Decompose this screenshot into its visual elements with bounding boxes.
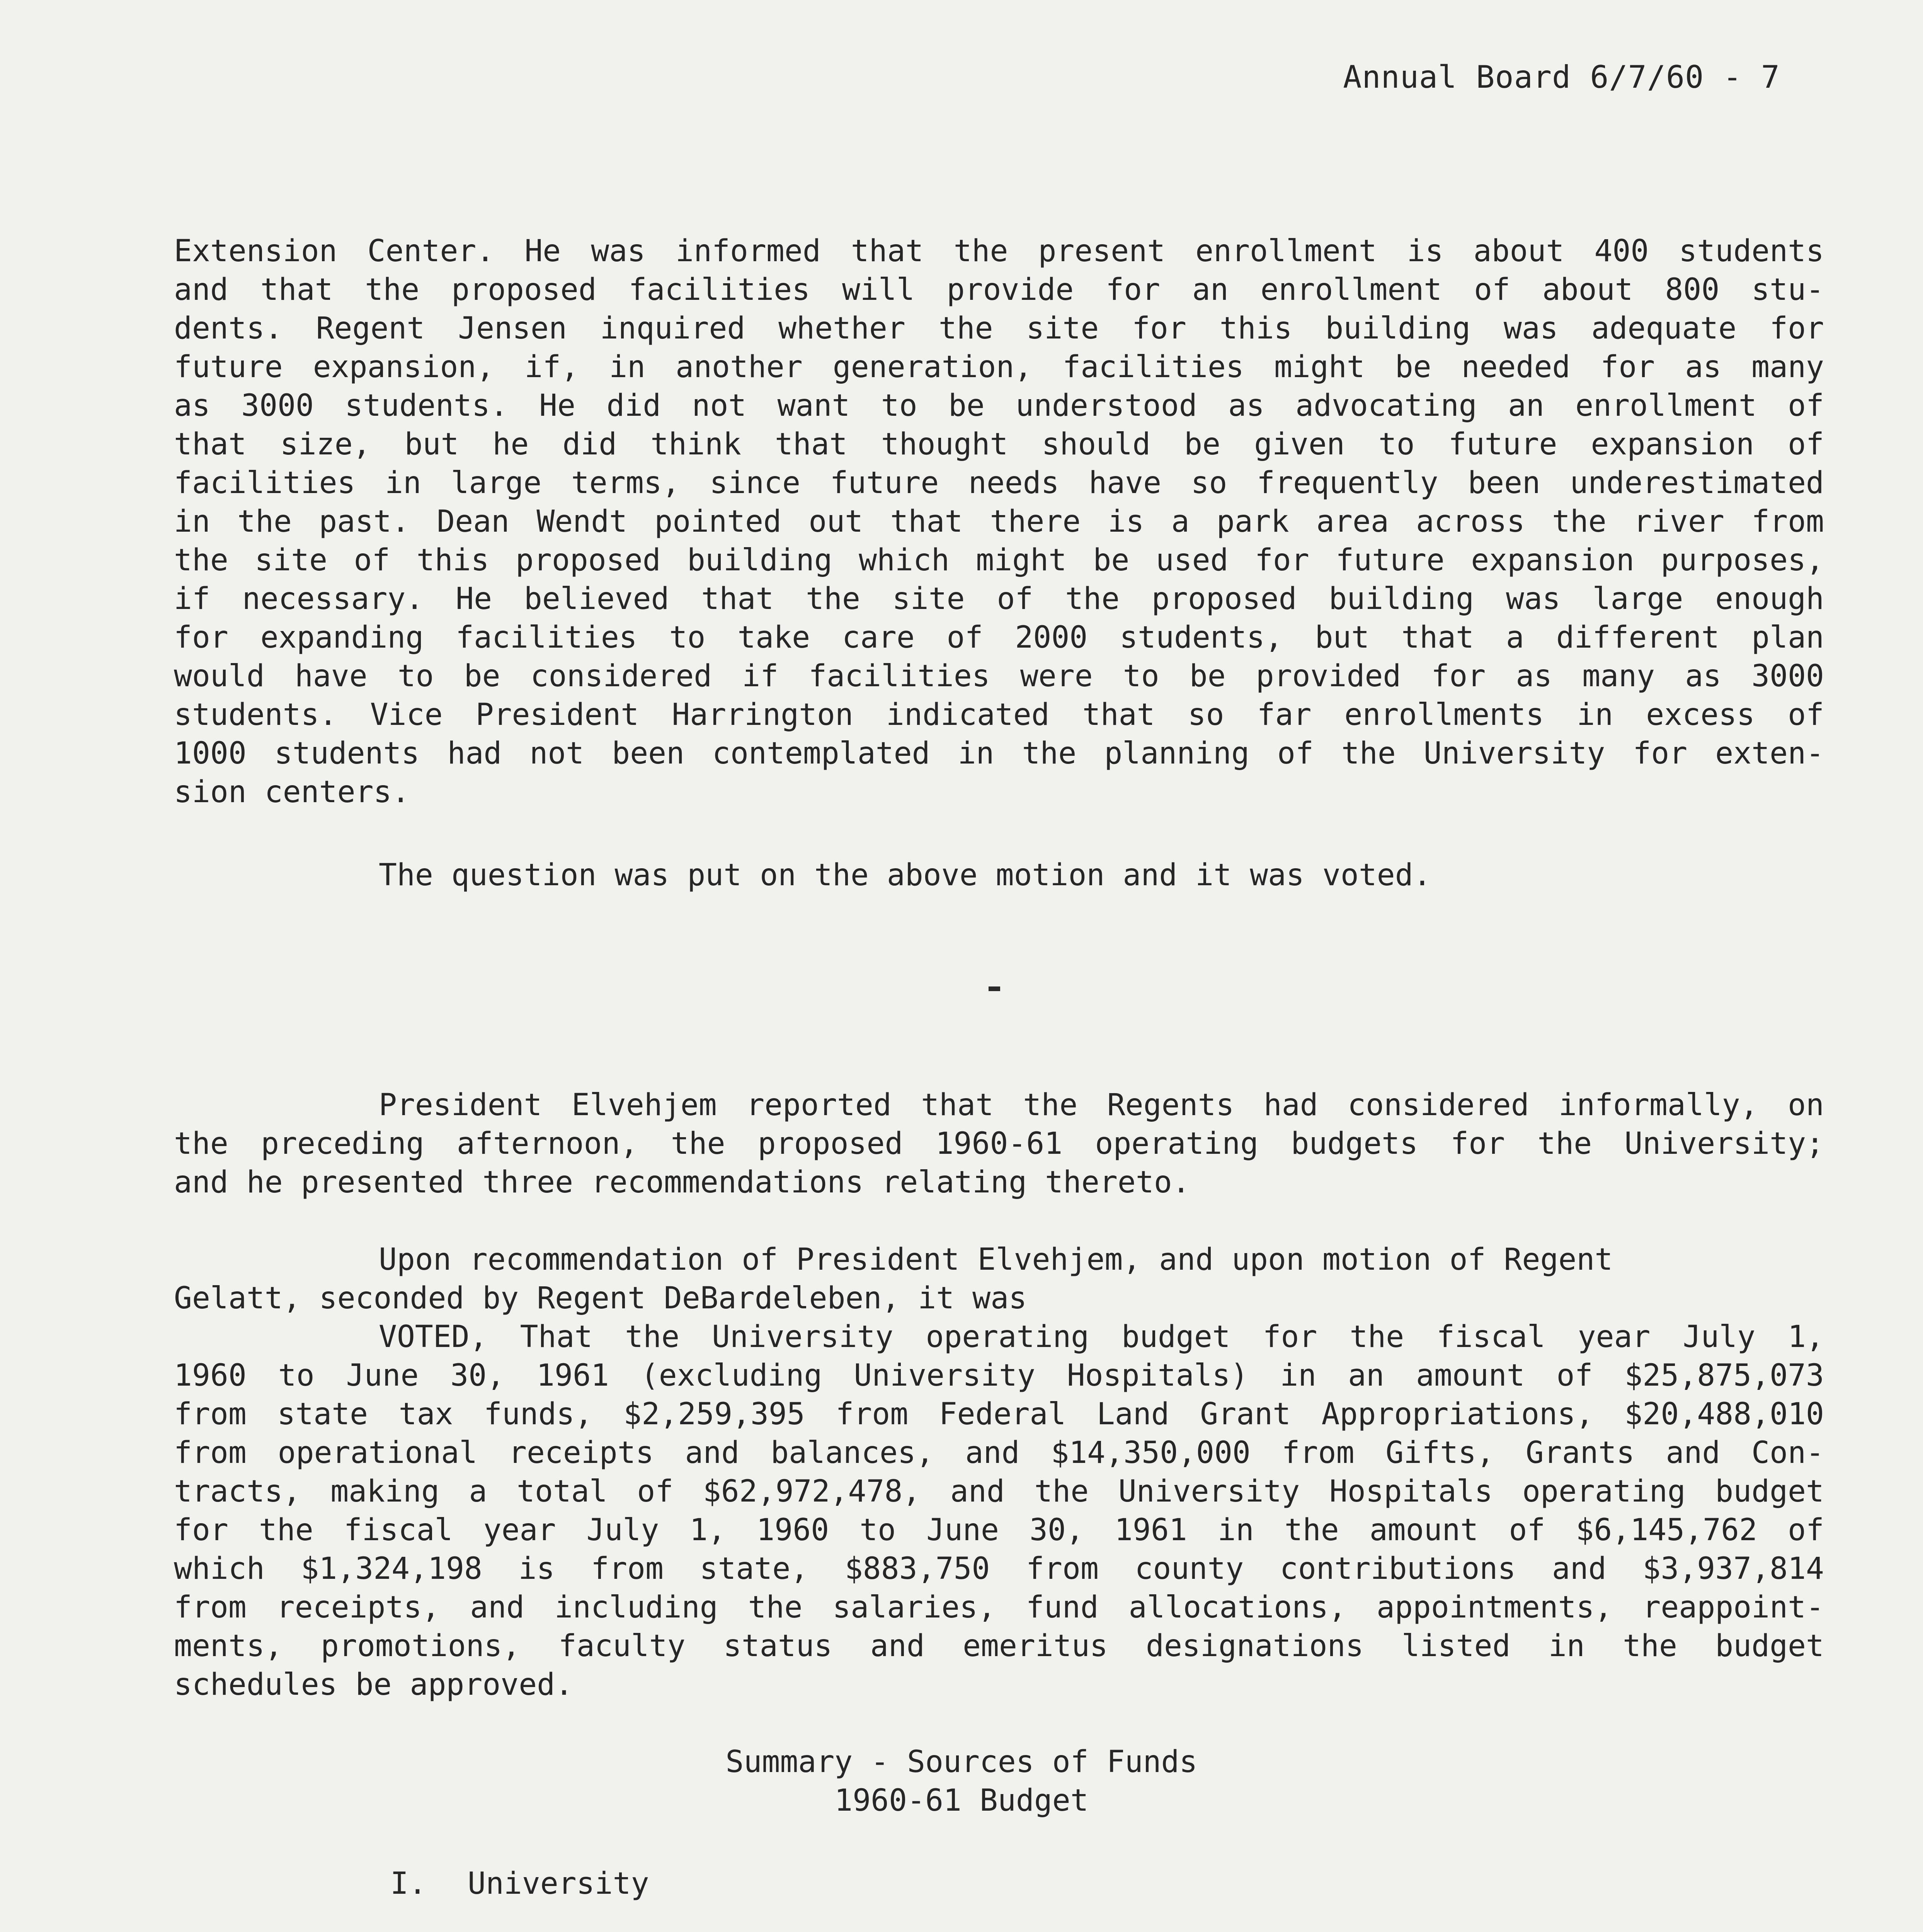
text-line: the preceding afternoon, the proposed 1960-61 operating budgets for the University; — [174, 1126, 1824, 1161]
separator-dash — [989, 986, 1000, 991]
text-line: sion centers. — [174, 775, 410, 810]
text-line: from operational receipts and balances, and $14,350,000 from Gifts, Grants and Con- — [174, 1435, 1824, 1470]
paragraph-elvehjem-report — [174, 1086, 1824, 1202]
text-line: students. Vice President Harrington indicated that so far enrollments in excess of — [174, 697, 1824, 732]
text-line: Gelatt, seconded by Regent DeBardeleben, it was — [174, 1281, 1027, 1316]
summary-subtitle: 1960-61 Budget — [834, 1783, 1089, 1818]
text-line: President Elvehjem reported that the Regents had considered informally, on — [379, 1088, 1824, 1122]
text-line: VOTED, That the University operating budget for the fiscal year July 1, — [379, 1320, 1824, 1354]
text-line: 1000 students had not been contemplated in the planning of the University for exten- — [174, 736, 1824, 771]
text-line: in the past. Dean Wendt pointed out that there is a park area across the river from — [174, 504, 1824, 539]
text-line: from receipts, and including the salaries, fund allocations, appointments, reappoint- — [174, 1590, 1824, 1625]
summary-title: Summary - Sources of Funds — [725, 1745, 1198, 1779]
text-line: and he presented three recommendations relating thereto. — [174, 1165, 1190, 1200]
section-label: University — [468, 1866, 649, 1901]
text-line: for expanding facilities to take care of 2000 students, but that a different plan — [174, 620, 1824, 655]
text-line: ments, promotions, faculty status and emeritus designations listed in the budget — [174, 1629, 1824, 1663]
text-line: which $1,324,198 is from state, $883,750 from county contributions and $3,937,814 — [174, 1551, 1824, 1586]
paragraph-voted-budget — [174, 1318, 1824, 1704]
text-line: dents. Regent Jensen inquired whether the site for this building was adequate for — [174, 311, 1824, 346]
paragraph-motion-voted: The question was put on the above motion and it was voted. — [379, 858, 1431, 893]
text-line: future expansion, if, in another generation, facilities might be needed for as many — [174, 350, 1824, 384]
text-line: for the fiscal year July 1, 1960 to June 30, 1961 in the amount of $6,145,762 of — [174, 1513, 1824, 1548]
text-line: if necessary. He believed that the site of the proposed building was large enough — [174, 582, 1824, 616]
text-line: and that the proposed facilities will provide for an enrollment of about 800 stu- — [174, 272, 1824, 307]
text-line: that size, but he did think that thought should be given to future expansion of — [174, 427, 1824, 462]
text-line: would have to be considered if facilities were to be provided for as many as 3000 — [174, 659, 1824, 694]
section-number: I. — [390, 1866, 427, 1901]
paragraph-extension-center — [174, 232, 1824, 811]
text-line: 1960 to June 30, 1961 (excluding University Hospitals) in an amount of $25,875,073 — [174, 1358, 1824, 1393]
text-line: as 3000 students. He did not want to be understood as advocating an enrollment of — [174, 388, 1824, 423]
text-line: schedules be approved. — [174, 1667, 573, 1702]
text-line: Extension Center. He was informed that the present enrollment is about 400 students — [174, 234, 1824, 269]
text-line: the site of this proposed building which might be used for future expansion purposes, — [174, 543, 1824, 578]
page-header: Annual Board 6/7/60 - 7 — [1343, 59, 1780, 95]
paragraph-recommendation — [174, 1240, 1824, 1318]
text-line: from state tax funds, $2,259,395 from Federal Land Grant Appropriations, $20,488,010 — [174, 1397, 1824, 1432]
text-line: tracts, making a total of $62,972,478, and the University Hospitals operating budget — [174, 1474, 1824, 1509]
text-line: Upon recommendation of President Elvehjem, and upon motion of Regent — [379, 1242, 1613, 1277]
text-line: facilities in large terms, since future needs have so frequently been underestimated — [174, 466, 1824, 500]
